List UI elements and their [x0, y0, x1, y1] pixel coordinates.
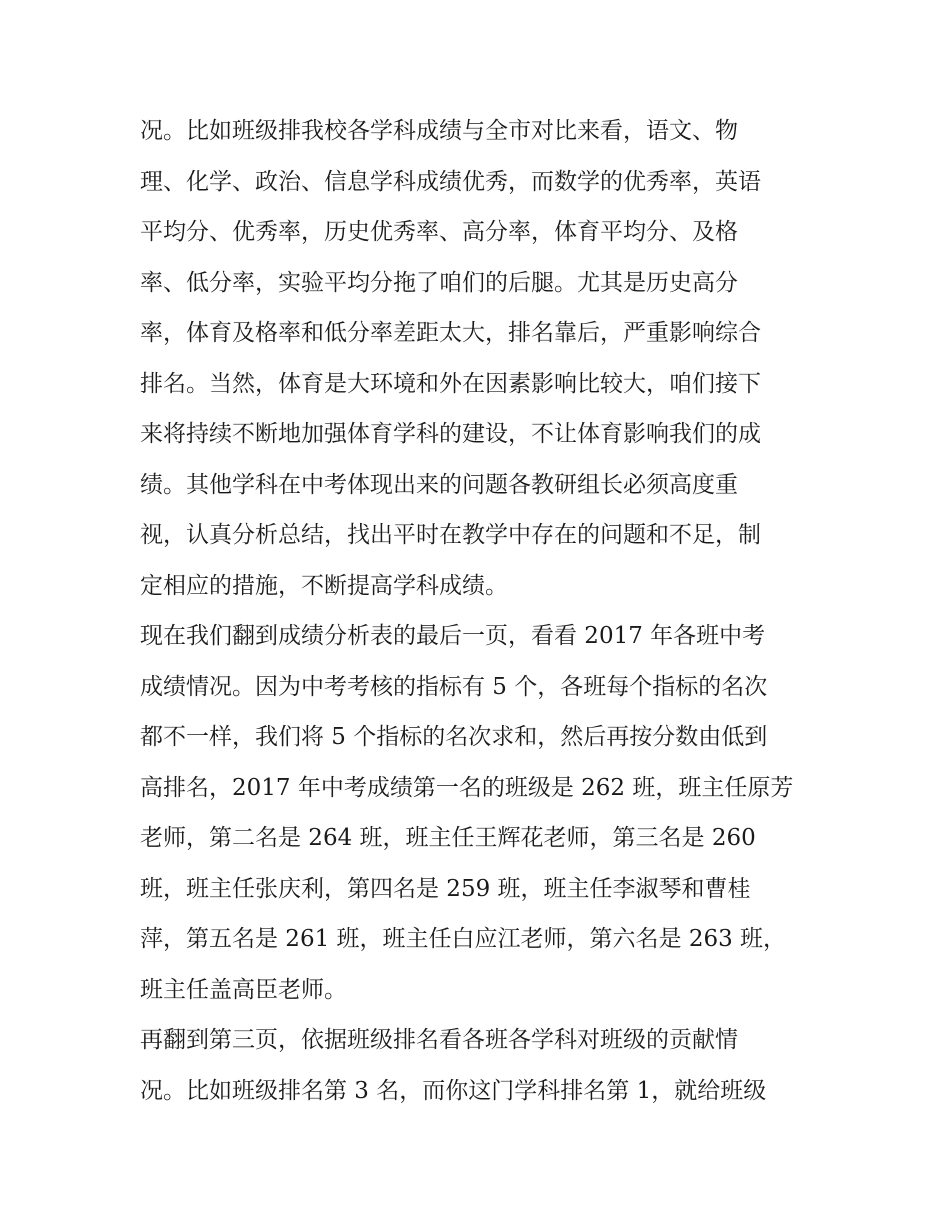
text-line: 再翻到第三页，依据班级排名看各班各学科对班级的贡献情: [140, 1027, 738, 1053]
text-line: 来将持续不断地加强体育学科的建设，不让体育影响我们的成: [140, 421, 761, 447]
text-line: 高排名，2017 年中考成绩第一名的班级是 262 班，班主任原芳: [140, 774, 794, 801]
text-line: 老师，第二名是 264 班，班主任王辉花老师，第三名是 260: [140, 825, 756, 851]
body-text: [140, 106, 820, 1116]
text-line: 绩。其他学科在中考体现出来的问题各教研组长必须高度重: [140, 471, 738, 498]
text-line: 况。比如班级排名第 3 名，而你这门学科排名第 1，就给班级: [140, 1077, 767, 1104]
text-line: 况。比如班级排我校各学科成绩与全市对比来看，语文、物: [140, 118, 738, 144]
text-line: 班，班主任张庆利，第四名是 259 班，班主任李淑琴和曹桂: [140, 875, 751, 902]
text-line: 排名。当然，体育是大环境和外在因素影响比较大，咱们接下: [140, 370, 761, 397]
text-line: 视，认真分析总结，找出平时在教学中存在的问题和不足，制: [140, 522, 761, 548]
text-line: 成绩情况。因为中考考核的指标有 5 个，各班每个指标的名次: [140, 673, 768, 700]
text-line: 萍，第五名是 261 班，班主任白应江老师，第六名是 263 班，: [140, 926, 787, 952]
text-line: 率、低分率，实验平均分拖了咱们的后腿。尤其是历史高分: [140, 269, 738, 296]
text-line: 班主任盖高臣老师。: [140, 976, 347, 1003]
text-line: 率，体育及格率和低分率差距太大，排名靠后，严重影响综合: [140, 320, 761, 346]
text-line: 理、化学、政治、信息学科成绩优秀，而数学的优秀率，英语: [140, 168, 761, 195]
text-line: 定相应的措施，不断提高学科成绩。: [140, 572, 508, 599]
text-line: 都不一样，我们将 5 个指标的名次求和，然后再按分数由低到: [140, 724, 768, 750]
text-line: 平均分、优秀率，历史优秀率、高分率，体育平均分、及格: [140, 219, 738, 245]
text-line: 现在我们翻到成绩分析表的最后一页，看看 2017 年各班中考: [140, 623, 766, 649]
